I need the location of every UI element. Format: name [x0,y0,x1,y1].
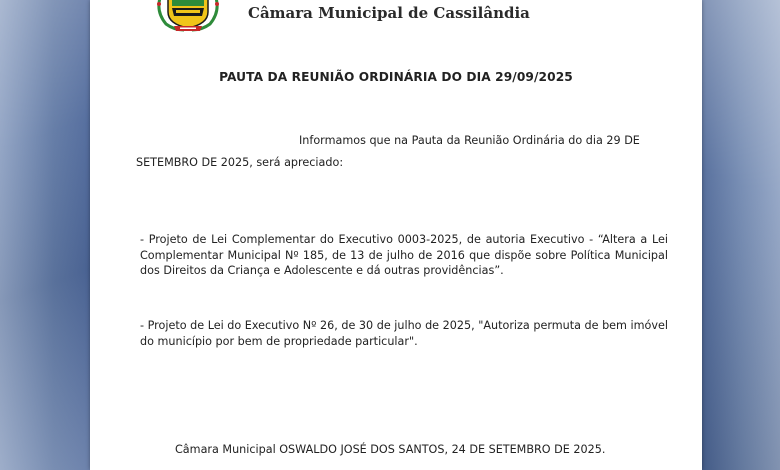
agenda-item-2: - Projeto de Lei do Executivo Nº 26, de 30 de julho de 2025, "Autoriza permuta de bem imóvel do município por bem de propriedade particular". [140,319,668,348]
background-right [702,0,780,470]
document-footer: Câmara Municipal OSWALDO JOSÉ DOS SANTOS, 24 DE SETEMBRO DE 2025. [175,443,606,456]
intro-line-1: Informamos que na Pauta da Reunião Ordinária do dia 29 DE [299,134,640,147]
document-page [90,0,702,470]
document-title: PAUTA DA REUNIÃO ORDINÁRIA DO DIA 29/09/2025 [219,70,573,84]
institution-name: Câmara Municipal de Cassilândia [248,4,530,22]
agenda-item-1: - Projeto de Lei Complementar do Executivo 0003-2025, de autoria Executivo - “Altera a Lei Complementar Municipal Nº 185, de 13 de julho de 2016 que dispõe sobre Política Municipal dos Direitos da Criança e Adolescente e dá outras providências”. [140,233,668,277]
municipal-crest-icon [154,0,222,34]
intro-line-2: SETEMBRO DE 2025, será apreciado: [136,156,344,169]
background-left [0,0,90,470]
